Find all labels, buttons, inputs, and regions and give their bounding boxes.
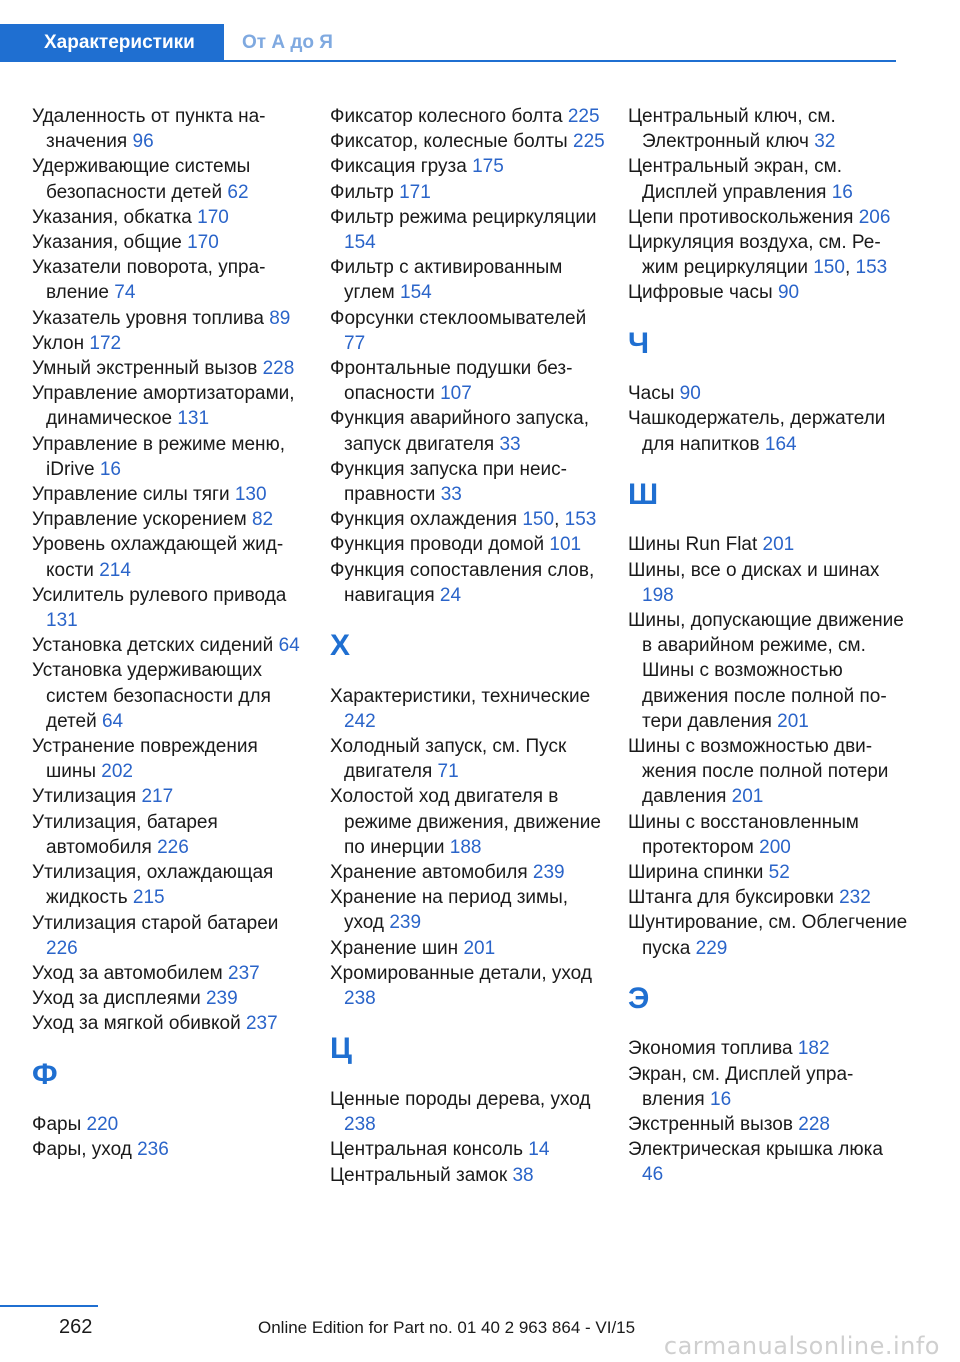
page-link[interactable]: 62 — [227, 181, 249, 203]
index-entry — [32, 1112, 312, 1137]
index-entry-text: Чашкодержатель, держатели для напитков — [628, 408, 886, 455]
index-entry — [330, 936, 610, 961]
page-link[interactable]: 232 — [839, 887, 871, 909]
index-entry-text: Удерживающие системы безопасности детей — [32, 156, 251, 203]
index-entry-text: Фары — [32, 1114, 82, 1136]
index-entry — [32, 306, 312, 331]
page-link[interactable]: 16 — [710, 1088, 732, 1110]
index-entry-text: Шины, все о дисках и шинах — [628, 559, 880, 581]
index-entry — [628, 1137, 908, 1187]
index-entry-text: Утилизация — [32, 786, 137, 808]
index-entry — [32, 205, 312, 230]
index-entry — [330, 457, 610, 507]
page-link[interactable]: 220 — [86, 1114, 119, 1136]
index-entry — [32, 633, 312, 658]
index-entry-text: Указания, обкатка — [32, 206, 192, 228]
index-entry — [330, 104, 610, 129]
index-entry — [330, 961, 610, 1011]
tab-a-to-z[interactable] — [242, 24, 333, 62]
section-letter: Ф — [32, 1057, 58, 1091]
index-entry-text: Фильтр с активированным углем — [330, 257, 563, 304]
page-link[interactable]: 214 — [99, 559, 131, 581]
index-entry-text: Устранение повреждения шины — [32, 736, 258, 783]
index-entry-text: Фильтр — [330, 181, 394, 203]
index-entry — [628, 104, 908, 154]
index-entry — [32, 860, 312, 910]
page-number: 262 — [59, 1316, 93, 1338]
index-entry — [330, 255, 610, 305]
index-entry — [32, 255, 312, 305]
index-entry-text: Характеристики, технические — [330, 685, 591, 707]
page-link[interactable]: 150 — [522, 509, 555, 531]
index-entry — [32, 230, 312, 255]
index-entry-text: Центральная консоль — [330, 1139, 523, 1161]
index-entry-text: Электрическая крышка люка — [628, 1139, 883, 1161]
index-entry — [32, 482, 312, 507]
index-entry-text: Фронтальные подушки безопасности — [330, 358, 573, 405]
index-entry — [628, 154, 908, 204]
page-link[interactable]: 90 — [679, 383, 701, 405]
page-link[interactable]: 90 — [777, 282, 800, 304]
page-link[interactable]: 201 — [463, 937, 496, 959]
index-entry-text: Установка детских сидений — [32, 635, 274, 657]
index-entry-text: Фиксатор, колесные болты — [330, 131, 568, 153]
index-entry — [32, 810, 312, 860]
page-link[interactable]: 89 — [269, 307, 291, 329]
page-link[interactable]: 239 — [389, 912, 422, 934]
footer-divider — [0, 1305, 98, 1307]
index-entry — [330, 684, 610, 734]
index-entry-text: Фиксатор колесного болта — [330, 106, 563, 127]
index-entry — [330, 532, 610, 557]
index-entry-text: Управление амортизаторами, динамическое — [32, 383, 295, 430]
page-link[interactable]: 217 — [141, 786, 174, 808]
index-entry — [32, 104, 312, 154]
index-entry-text: Функция охлаждения — [330, 509, 518, 531]
index-entry-text: Фары, уход — [32, 1139, 132, 1161]
index-entry — [330, 885, 610, 935]
page-link[interactable]: 24 — [439, 584, 462, 606]
page-link[interactable]: 52 — [768, 862, 790, 884]
index-entry — [330, 129, 610, 154]
index-entry — [330, 784, 610, 860]
index-entry-text: Фиксация груза — [330, 156, 467, 178]
index-entry-text: Уход за автомобилем — [32, 962, 223, 984]
index-entry — [628, 608, 908, 734]
index-entry-text: Хранение шин — [330, 937, 459, 959]
index-entry — [330, 734, 610, 784]
index-entry — [32, 583, 312, 633]
index-entry-text: Шины, допускающие движение в аварийном режиме, см. Шины с возможностью движения после полной потери давления — [628, 610, 904, 732]
index-entry-text: Утилизация старой батареи — [32, 912, 279, 934]
index-entry-text: Умный экстренный вызов — [32, 358, 258, 380]
index-entry-text: Функция сопоставления слов, навигация — [330, 559, 595, 606]
page-link[interactable]: 131 — [177, 408, 210, 430]
tab-characteristics-label: Характеристики — [44, 32, 195, 53]
page-link[interactable]: 32 — [814, 131, 836, 153]
index-entry-text: Уклон — [32, 332, 85, 354]
index-entry — [330, 406, 610, 456]
page-link[interactable]: 201 — [777, 710, 809, 732]
page-link[interactable]: 225 — [573, 131, 605, 153]
index-entry-text: Холостой ход двигателя в режиме движения, движение по инерции — [330, 786, 601, 858]
index-entry-text: Функция проводи домой — [330, 534, 545, 556]
index-entry-text: Экономия топлива — [628, 1038, 793, 1060]
page-link[interactable]: 202 — [101, 761, 133, 783]
index-entry — [628, 406, 908, 456]
index-entry — [32, 734, 312, 784]
index-entry — [32, 1011, 312, 1036]
index-entry — [628, 1112, 908, 1137]
index-entry-text: Фильтр режима рециркуляции — [330, 206, 597, 228]
edition-info: Online Edition for Part no. 01 40 2 963 864 - VI/15 — [258, 1318, 636, 1337]
index-entry — [330, 860, 610, 885]
index-entry-text: Шины с восстановленным протектором — [628, 811, 859, 858]
page-link[interactable]: 238 — [344, 1114, 376, 1136]
page-link[interactable]: 74 — [114, 282, 136, 304]
index-entry-text: Экстренный вызов — [628, 1114, 793, 1136]
index-entry — [330, 558, 610, 608]
page-link[interactable]: 33 — [440, 484, 462, 506]
index-entry — [32, 432, 312, 482]
index-entry — [628, 1062, 908, 1112]
page-link[interactable]: 242 — [344, 710, 376, 732]
index-entry — [628, 810, 908, 860]
index-entry — [330, 1163, 610, 1188]
page-link[interactable]: 201 — [731, 786, 764, 808]
index-entry — [628, 381, 908, 406]
index-entry — [330, 180, 610, 205]
page-link[interactable]: 229 — [695, 937, 728, 959]
index-entry — [628, 1036, 908, 1061]
index-entry — [330, 1137, 610, 1162]
index-entry — [32, 356, 312, 381]
page-link[interactable]: 200 — [759, 836, 791, 858]
index-entry-text: Управление в режиме меню, iDrive — [32, 433, 286, 480]
page-link[interactable]: 239 — [532, 862, 565, 884]
page-link[interactable]: 170 — [197, 206, 229, 228]
index-entry-text: Шунтирование, см. Облегчение пуска — [628, 912, 908, 959]
index-entry — [628, 532, 908, 557]
page-link[interactable]: 46 — [642, 1164, 664, 1186]
index-entry — [628, 885, 908, 910]
tab-a-to-z-label: От А до Я — [242, 32, 333, 53]
page-link[interactable]: 171 — [399, 181, 431, 203]
index-entry — [32, 381, 312, 431]
index-entry — [32, 658, 312, 734]
index-entry-text: Циркуляция воздуха, см. Режим рециркуляции — [628, 232, 881, 279]
page-link[interactable]: 33 — [499, 433, 521, 455]
page-link[interactable]: 228 — [798, 1114, 830, 1136]
page-link[interactable]: 238 — [344, 988, 376, 1010]
index-entry-text: Центральный экран, см. Дисплей управления — [628, 156, 843, 203]
index-entry — [330, 356, 610, 406]
index-entry-text: Функция аварийного запуска, запуск двигателя — [330, 408, 589, 455]
index-entry — [32, 961, 312, 986]
index-entry-text: Часы — [628, 383, 675, 405]
index-entry-text: Уровень охлаждающей жидкости — [32, 534, 284, 581]
index-entry — [330, 154, 610, 179]
index-entry-text: Ценные породы дерева, уход — [330, 1088, 591, 1110]
index-entry — [628, 860, 908, 885]
page-link[interactable]: 188 — [449, 836, 482, 858]
section-letter: Э — [628, 981, 650, 1015]
index-entry-text: Хранение на период зимы, уход — [330, 887, 569, 934]
index-entry-text: Утилизация, охлаждающая жидкость — [32, 862, 274, 909]
tab-characteristics[interactable] — [0, 24, 224, 62]
index-entry — [32, 784, 312, 809]
index-entry — [330, 205, 610, 255]
index-entry — [628, 734, 908, 810]
index-entry-text: Указатель уровня топлива — [32, 307, 264, 329]
page-link[interactable]: 164 — [764, 433, 797, 455]
page-link[interactable]: 228 — [262, 358, 295, 380]
index-entry — [32, 507, 312, 532]
index-entry: Функция охлаждения 150, 153 — [330, 509, 597, 531]
page-link[interactable]: 237 — [228, 962, 260, 984]
index-entry — [32, 986, 312, 1011]
page-link[interactable]: 77 — [344, 332, 366, 354]
page-link[interactable]: 175 — [472, 156, 504, 178]
page-link[interactable]: 154 — [400, 282, 432, 304]
header — [0, 0, 960, 64]
page-link[interactable]: 201 — [762, 534, 795, 556]
index-entry-text: Шины с возможностью движения после полной потери давления — [628, 736, 889, 808]
page-link[interactable]: 131 — [46, 610, 78, 632]
index-entry-text: Указатели поворота, управление — [32, 257, 266, 304]
page-link[interactable]: 71 — [437, 761, 459, 783]
page-link[interactable]: 236 — [137, 1139, 169, 1161]
page-link[interactable]: 172 — [89, 332, 122, 354]
index-entry-text: Хромированные детали, уход — [330, 962, 592, 984]
index-entry — [32, 1137, 312, 1162]
header-divider — [224, 60, 896, 62]
index-entry-text: Указания, общие — [32, 232, 182, 254]
index-entry-text: Холодный запуск, см. Пуск двигателя — [330, 736, 567, 783]
index-entry-text: Управление силы тяги — [32, 484, 230, 506]
index-entry-text: Уход за мягкой обивкой — [32, 1013, 241, 1035]
index-entry-text: Центральный замок — [330, 1164, 508, 1186]
index-entry-text: Экран, см. Дисплей управления — [628, 1063, 854, 1110]
index-entry — [32, 331, 312, 356]
page-link[interactable]: 225 — [567, 106, 600, 127]
page-link[interactable]: 14 — [528, 1139, 550, 1161]
index-entry — [330, 1087, 610, 1137]
page-link[interactable]: 226 — [157, 836, 189, 858]
section-letter: Ш — [628, 477, 659, 511]
index-entry — [628, 910, 908, 960]
page-link[interactable]: 64 — [101, 710, 124, 732]
section-letter: Ц — [330, 1032, 352, 1066]
index-entry-text: Утилизация, батарея автомобиля — [32, 811, 218, 858]
index-entry: Циркуляция воздуха, см. Режим рециркуляции 150, 153 — [628, 232, 888, 279]
page-link[interactable]: 198 — [642, 584, 674, 606]
page-link[interactable]: 101 — [549, 534, 582, 556]
index-entry-text: Функция запуска при неисправности — [330, 458, 567, 506]
index-entry-text: Шины Run Flat — [628, 534, 758, 556]
index-entry-text: Удаленность от пункта назначения — [32, 106, 266, 153]
index-entry — [32, 532, 312, 582]
index-entry-text: Штанга для буксировки — [628, 887, 834, 909]
index-entry-text: Ширина спинки — [628, 862, 764, 884]
page-link[interactable]: 64 — [278, 635, 300, 657]
page-link[interactable]: 130 — [234, 484, 267, 506]
index-entry-text: Цифровые часы — [628, 282, 773, 304]
index-entry — [628, 205, 908, 230]
page-link[interactable]: 153 — [855, 257, 888, 279]
page-link[interactable]: 226 — [46, 937, 78, 959]
index-entry-text: Уход за дисплеями — [32, 988, 201, 1010]
page-link[interactable]: 150 — [813, 257, 845, 279]
page-link[interactable]: 206 — [858, 206, 891, 228]
index-entry-text: Хранение автомобиля — [330, 862, 528, 884]
index-entry — [32, 911, 312, 961]
page-link[interactable]: 170 — [187, 232, 219, 254]
page-link[interactable]: 237 — [245, 1013, 278, 1035]
index-entry-text: Цепи противоскольжения — [628, 206, 854, 228]
page-link[interactable]: 239 — [205, 988, 238, 1010]
section-letter: Ч — [628, 326, 650, 360]
page-link[interactable]: 215 — [132, 887, 165, 909]
index-entry-text: Управление ускорением — [32, 509, 247, 531]
page-link[interactable]: 16 — [99, 458, 121, 480]
page-link[interactable]: 16 — [831, 181, 853, 203]
section-letter: Х — [330, 629, 351, 663]
page-link[interactable]: 38 — [512, 1164, 534, 1186]
page-link[interactable]: 96 — [132, 131, 154, 153]
index-entry — [32, 154, 312, 204]
index-entry — [330, 306, 610, 356]
page-link[interactable]: 107 — [440, 383, 472, 405]
watermark: carmanualsonline.info — [663, 1332, 940, 1360]
index-entry — [628, 558, 908, 608]
index-entry-text: Форсунки стеклоомывателей — [330, 307, 587, 329]
page-link[interactable]: 153 — [564, 509, 597, 531]
index-column-3 — [628, 104, 908, 1188]
index-entry-text: Центральный ключ, см. Электронный ключ — [628, 106, 836, 153]
index-column-2 — [330, 104, 610, 1188]
index-entry-text: Установка удерживающих систем безопасности для детей — [32, 660, 271, 732]
index-entry — [628, 280, 908, 305]
index-column-1 — [32, 104, 312, 1163]
page-link[interactable]: 182 — [797, 1038, 830, 1060]
page-link[interactable]: 82 — [251, 509, 274, 531]
page-link[interactable]: 154 — [344, 232, 376, 254]
index-entry-text: Усилитель рулевого привода — [32, 584, 287, 606]
